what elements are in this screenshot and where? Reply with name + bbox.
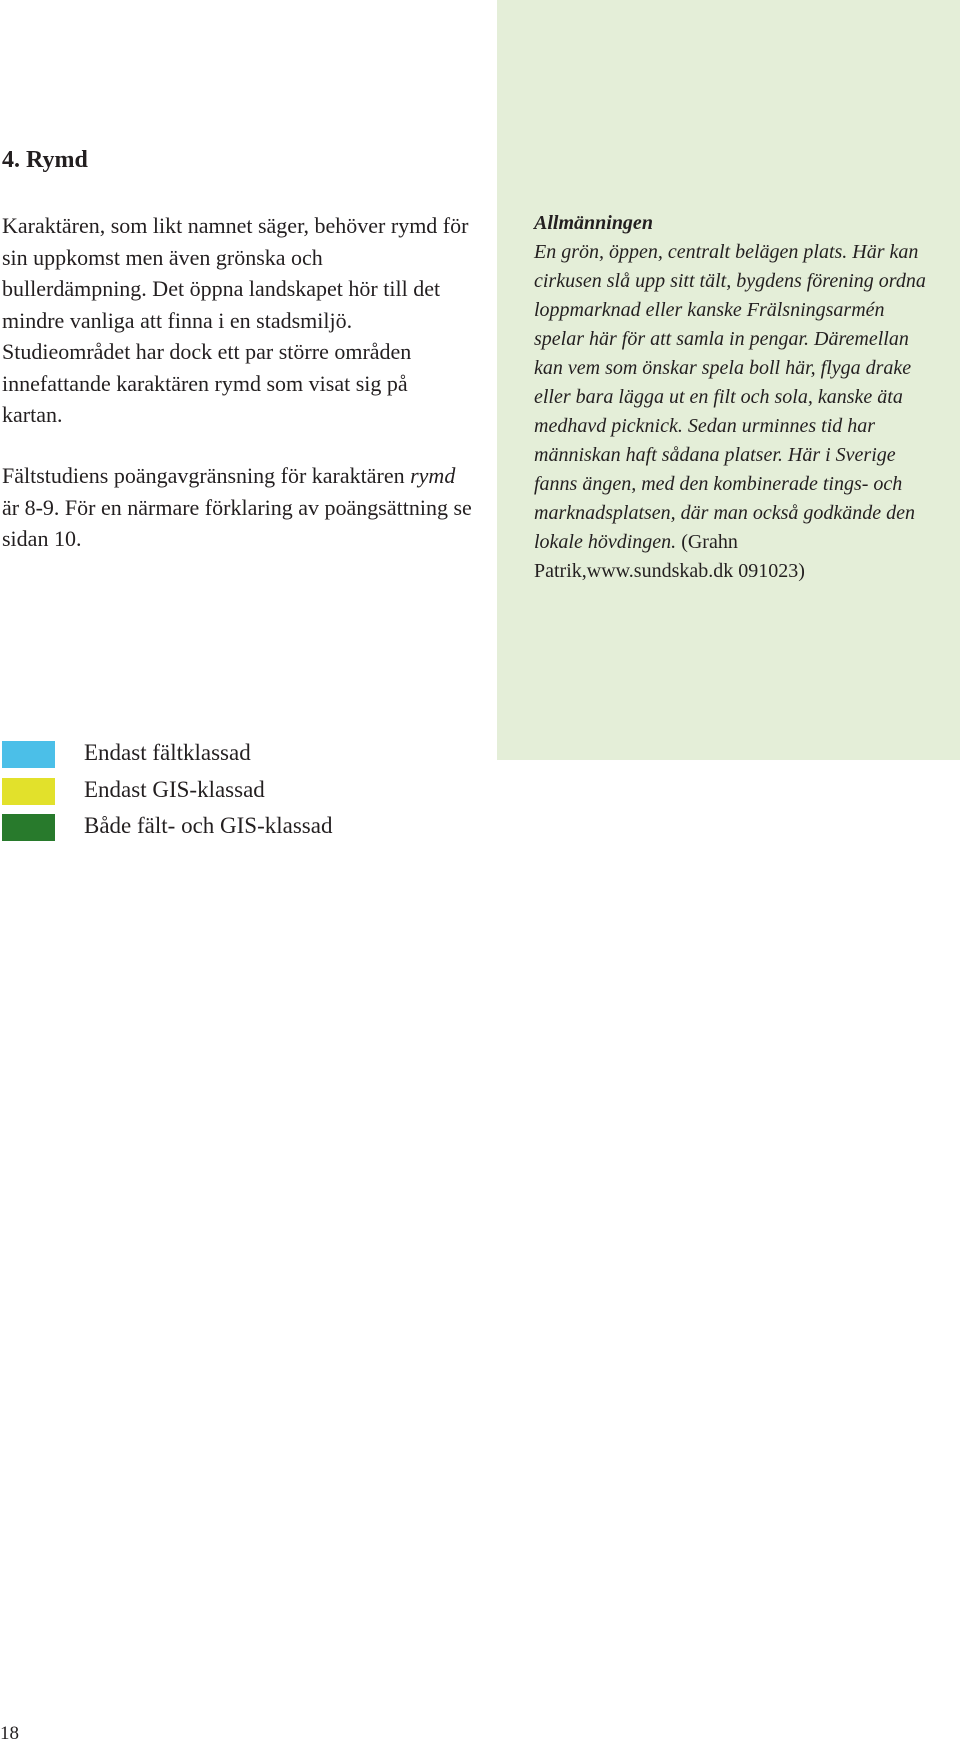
sidebar-title: Allmänningen <box>534 212 653 234</box>
legend-swatch-gis <box>2 778 55 805</box>
section-heading: 4. Rymd <box>2 147 88 173</box>
scoring-text-emphasis: rymd <box>410 463 456 488</box>
legend-label: Endast GIS-klassad <box>84 777 265 802</box>
legend-swatch-both <box>2 814 55 841</box>
scoring-text-after: är 8-9. För en närmare förklaring av poängsättning se sidan 10. <box>2 494 472 551</box>
page-number: 18 <box>0 1723 19 1744</box>
legend-item <box>0 814 420 844</box>
legend-swatch-field <box>2 741 55 768</box>
scoring-paragraph <box>2 460 472 555</box>
sidebar-citation: (Grahn Patrik,www.sundskab.dk 091023) <box>534 531 805 582</box>
intro-paragraph: Karaktären, som likt namnet säger, behöver rymd för sin uppkomst men även grönska och bullerdämpning. Det öppna landskapet hör till det mindre vanliga att finna i en stadsmiljö. Studieområdet har dock ett par större områden innefattande karaktären rymd som visat sig på kartan. <box>2 213 469 427</box>
sidebar-body: En grön, öppen, centralt belägen plats. Här kan cirkusen slå upp sitt tält, bygdens förening ordna loppmarknad eller kanske Frälsningsarmén spelar här för att samla in pengar. Däremellan kan vem som önskar spela boll här, flyga drake eller bara lägga ut en filt och sola, kanske äta medhavd picknick. Sedan urminnes tid har människan haft sådana platser. Här i Sverige fanns ängen, med den kombinerade tings- och marknadsplatsen, där man också godkände den lokale hövdingen. <box>534 241 926 553</box>
legend-item <box>0 741 420 771</box>
legend-label: Endast fältklassad <box>84 740 251 765</box>
legend-label: Både fält- och GIS-klassad <box>84 813 333 838</box>
scoring-text-before: Fältstudiens poängavgränsning för karaktären <box>2 463 411 488</box>
legend-item <box>0 778 420 808</box>
sidebar-text <box>534 209 934 586</box>
